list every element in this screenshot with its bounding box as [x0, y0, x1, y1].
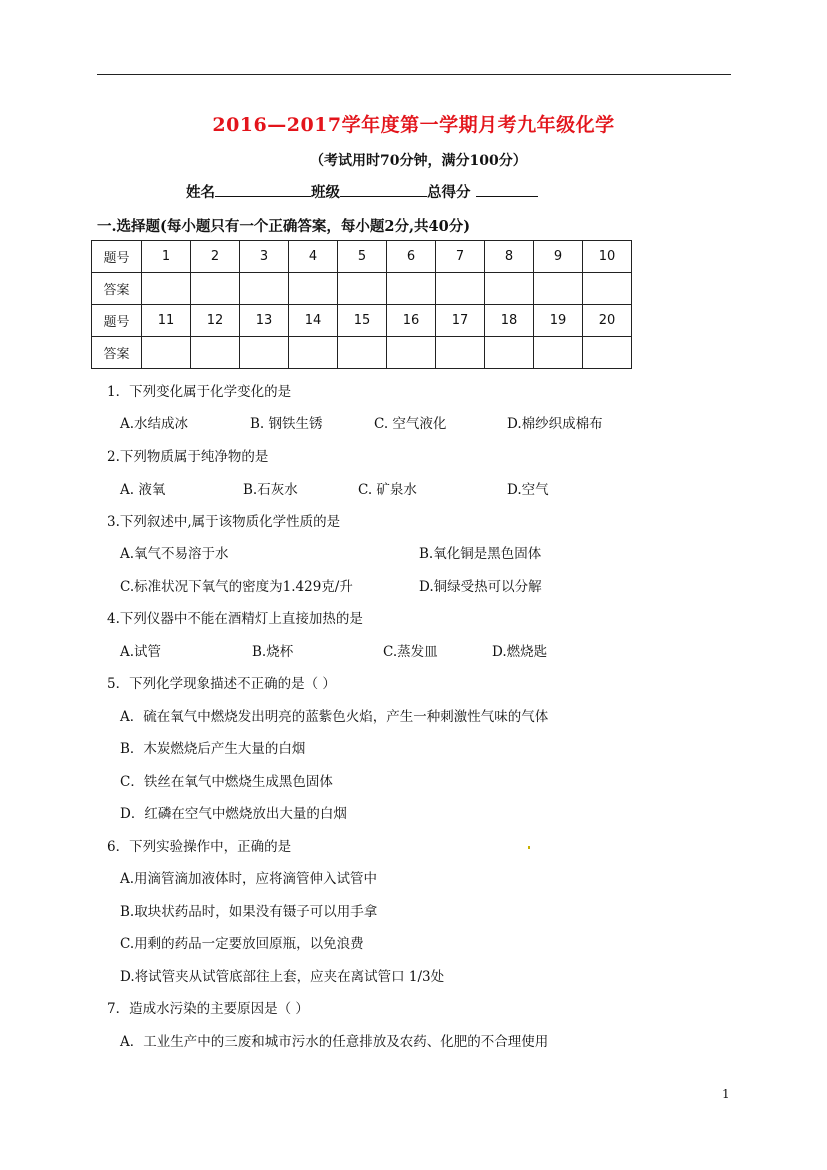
grid-number-cell: 15 — [338, 305, 387, 337]
grid-number-cell: 5 — [338, 241, 387, 273]
question-option: D.棉纱织成棉布 — [507, 416, 603, 432]
question-option: B.取块状药品时，如果没有镊子可以用手拿 — [120, 904, 378, 920]
name-blank[interactable] — [215, 182, 311, 197]
question-option: D.燃烧匙 — [492, 644, 548, 660]
grid-row-answers-1 — [92, 273, 632, 305]
grid-answer-cell[interactable] — [534, 337, 583, 369]
grid-row-numbers-1 — [92, 241, 632, 273]
question-stem: 6．下列实验操作中，正确的是 — [107, 839, 292, 855]
grid-answer-cell[interactable] — [240, 273, 289, 305]
grid-answer-cell[interactable] — [583, 273, 632, 305]
grid-number-cell: 10 — [583, 241, 632, 273]
stray-mark — [528, 846, 530, 849]
grid-number-cell: 3 — [240, 241, 289, 273]
section-heading: 一.选择题(每小题只有一个正确答案，每小题2分,共40分) — [97, 218, 471, 235]
question-stem: 3.下列叙述中,属于该物质化学性质的是 — [107, 514, 341, 530]
grid-answer-cell[interactable] — [338, 337, 387, 369]
question-option: D.铜绿受热可以分解 — [419, 579, 542, 595]
question-option: A. 液氧 — [120, 482, 166, 498]
question-option: A.试管 — [120, 644, 162, 660]
exam-subtitle: （考试用时70分钟，满分100分） — [310, 153, 527, 169]
grid-answer-cell[interactable] — [485, 337, 534, 369]
grid-number-cell: 17 — [436, 305, 485, 337]
grid-number-cell: 20 — [583, 305, 632, 337]
header-rule — [97, 74, 731, 75]
grid-row-label: 题号 — [92, 241, 142, 273]
question-option: B．木炭燃烧后产生大量的白烟 — [120, 741, 306, 757]
grid-row-label: 答案 — [92, 337, 142, 369]
grid-row-numbers-2 — [92, 305, 632, 337]
question-option: B.烧杯 — [252, 644, 294, 660]
question-option: A．硫在氧气中燃烧发出明亮的蓝紫色火焰，产生一种刺激性气味的气体 — [120, 709, 549, 725]
question-option: C. 空气液化 — [374, 416, 447, 432]
student-info-line — [186, 181, 538, 202]
grid-number-cell: 18 — [485, 305, 534, 337]
grid-row-answers-2 — [92, 337, 632, 369]
grid-answer-cell[interactable] — [534, 273, 583, 305]
question-option: B. 钢铁生锈 — [250, 416, 323, 432]
question-stem: 1．下列变化属于化学变化的是 — [107, 384, 292, 400]
question-option: A.用滴管滴加液体时，应将滴管伸入试管中 — [120, 871, 378, 887]
question-option: B.氧化铜是黑色固体 — [419, 546, 542, 562]
grid-number-cell: 4 — [289, 241, 338, 273]
question-option: A.水结成冰 — [120, 416, 189, 432]
grid-number-cell: 11 — [142, 305, 191, 337]
question-option: D.空气 — [507, 482, 549, 498]
question-stem: 7．造成水污染的主要原因是（ ） — [107, 1001, 309, 1017]
grid-answer-cell[interactable] — [289, 337, 338, 369]
question-option: C.蒸发皿 — [383, 644, 438, 660]
question-option: A．工业生产中的三废和城市污水的任意排放及农药、化肥的不合理使用 — [120, 1034, 549, 1050]
question-option: D.将试管夹从试管底部往上套，应夹在离试管口 1/3处 — [120, 969, 445, 985]
grid-answer-cell[interactable] — [191, 337, 240, 369]
question-option: D．红磷在空气中燃烧放出大量的白烟 — [120, 806, 347, 822]
grid-answer-cell[interactable] — [583, 337, 632, 369]
question-stem: 4.下列仪器中不能在酒精灯上直接加热的是 — [107, 611, 363, 627]
grid-number-cell: 19 — [534, 305, 583, 337]
grid-number-cell: 6 — [387, 241, 436, 273]
grid-answer-cell[interactable] — [485, 273, 534, 305]
grid-answer-cell[interactable] — [191, 273, 240, 305]
grid-number-cell: 14 — [289, 305, 338, 337]
grid-answer-cell[interactable] — [289, 273, 338, 305]
page-number: 1 — [722, 1087, 730, 1101]
grid-answer-cell[interactable] — [387, 273, 436, 305]
grid-number-cell: 8 — [485, 241, 534, 273]
grid-answer-cell[interactable] — [142, 337, 191, 369]
grid-answer-cell[interactable] — [436, 337, 485, 369]
exam-title: 2016—2017学年度第一学期月考九年级化学 — [212, 114, 615, 136]
grid-row-label: 题号 — [92, 305, 142, 337]
class-blank[interactable] — [340, 182, 427, 197]
score-blank[interactable] — [476, 182, 538, 197]
grid-answer-cell[interactable] — [142, 273, 191, 305]
grid-number-cell: 12 — [191, 305, 240, 337]
grid-answer-cell[interactable] — [240, 337, 289, 369]
grid-number-cell: 7 — [436, 241, 485, 273]
question-option: C. 矿泉水 — [358, 482, 417, 498]
grid-answer-cell[interactable] — [338, 273, 387, 305]
question-stem: 5．下列化学现象描述不正确的是（ ） — [107, 676, 336, 692]
question-stem: 2.下列物质属于纯净物的是 — [107, 449, 269, 465]
question-option: C.标准状况下氧气的密度为1.429克/升 — [120, 579, 353, 595]
grid-number-cell: 1 — [142, 241, 191, 273]
grid-number-cell: 9 — [534, 241, 583, 273]
grid-row-label: 答案 — [92, 273, 142, 305]
score-label: 总得分 — [427, 184, 471, 201]
question-option: A.氧气不易溶于水 — [120, 546, 229, 562]
class-label: 班级 — [311, 184, 340, 201]
grid-number-cell: 13 — [240, 305, 289, 337]
question-option: C．铁丝在氧气中燃烧生成黑色固体 — [120, 774, 333, 790]
grid-answer-cell[interactable] — [387, 337, 436, 369]
question-option: C.用剩的药品一定要放回原瓶，以免浪费 — [120, 936, 364, 952]
answer-grid — [91, 240, 632, 369]
grid-number-cell: 2 — [191, 241, 240, 273]
name-label: 姓名 — [186, 184, 215, 201]
grid-answer-cell[interactable] — [436, 273, 485, 305]
question-option: B.石灰水 — [243, 482, 298, 498]
grid-number-cell: 16 — [387, 305, 436, 337]
